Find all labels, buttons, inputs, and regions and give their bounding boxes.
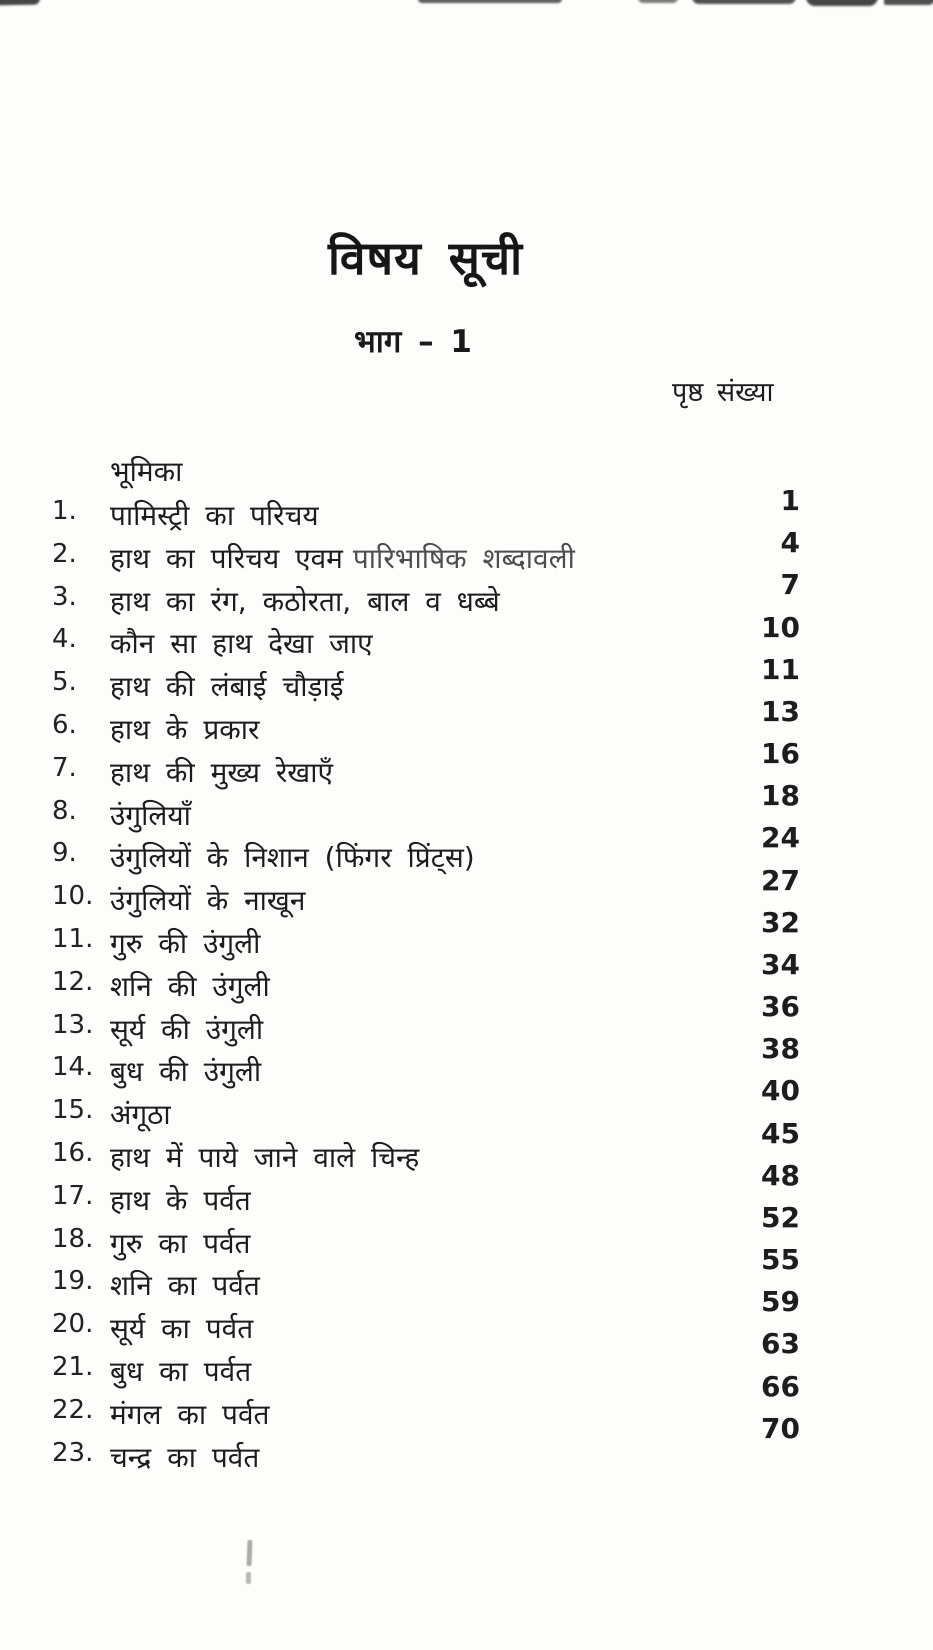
toc-item-page: 11	[761, 652, 800, 686]
toc-item-number: 2.	[52, 538, 77, 569]
toc-item-number: 9.	[52, 838, 77, 869]
toc-item-page: 70	[761, 1411, 800, 1445]
scan-artifact	[884, 0, 933, 5]
toc-item-number: 23.	[52, 1437, 94, 1468]
toc-item-title: गुरु का पर्वत	[110, 1226, 251, 1260]
toc-item	[52, 1138, 692, 1181]
toc-item	[52, 1266, 692, 1309]
toc-item-page: 55	[761, 1243, 800, 1277]
toc-item-title: चन्द्र का पर्वत	[110, 1440, 260, 1474]
toc-item	[52, 1395, 692, 1438]
toc-item-page: 52	[761, 1200, 800, 1234]
toc-item-number: 7.	[52, 752, 77, 783]
toc-item-number: 16.	[52, 1137, 94, 1168]
toc-item-title: सूर्य की उंगुली	[110, 1012, 264, 1046]
toc-item	[52, 667, 692, 710]
toc-item-title: पामिस्ट्री का परिचय	[110, 499, 319, 532]
page-title: विषय सूची	[328, 231, 523, 285]
toc-item-page: 16	[761, 737, 800, 771]
toc-item-title: शनि की उंगुली	[110, 969, 270, 1003]
toc-item	[52, 1095, 692, 1138]
scan-artifact	[692, 0, 796, 4]
toc-item	[52, 838, 692, 881]
toc-item	[52, 967, 692, 1010]
toc-item-title: गुरु की उंगुली	[110, 926, 261, 960]
table-of-contents	[52, 452, 692, 1480]
toc-item-title: उंगुलियों के निशान (फिंगर प्रिंट्स)	[110, 841, 475, 875]
toc-item-title: हाथ की लंबाई चौड़ाई	[110, 670, 344, 704]
toc-item-number: 18.	[52, 1223, 94, 1254]
toc-item	[52, 539, 692, 582]
toc-item-number: 5.	[52, 667, 77, 698]
toc-item-number: 19.	[52, 1266, 94, 1297]
toc-item-title: हाथ का रंग, कठोरता, बाल व धब्बे	[110, 584, 500, 618]
toc-item-number: 11.	[52, 923, 94, 954]
toc-item-number: 21.	[52, 1351, 94, 1382]
scan-artifact	[0, 0, 40, 5]
toc-item	[52, 881, 692, 924]
toc-item-title: हाथ के प्रकार	[110, 712, 260, 746]
toc-item	[52, 582, 692, 625]
scan-artifact	[246, 1572, 251, 1584]
toc-item-page: 27	[761, 863, 800, 897]
toc-item-page: 48	[761, 1158, 800, 1192]
toc-item-number: 20.	[52, 1309, 94, 1340]
toc-item-page: 63	[761, 1327, 800, 1361]
toc-item-page: 66	[761, 1369, 800, 1403]
toc-item-title: हाथ में पाये जाने वाले चिन्ह	[110, 1140, 420, 1174]
scan-artifact	[806, 0, 878, 6]
page-number-column	[761, 484, 800, 1454]
toc-item	[52, 1010, 692, 1053]
toc-item	[52, 1181, 692, 1224]
toc-item-page: 38	[761, 1032, 800, 1066]
toc-item-title: हाथ का परिचय एवम	[110, 541, 343, 575]
toc-item-number: 4.	[52, 624, 77, 655]
toc-item-number: 8.	[52, 795, 77, 826]
scan-artifact	[638, 0, 678, 3]
toc-item-number: 22.	[52, 1394, 94, 1425]
scan-artifact	[418, 0, 562, 3]
toc-item-number: 12.	[52, 966, 94, 997]
toc-item	[52, 1438, 692, 1481]
part-heading: भाग – 1	[354, 324, 472, 360]
toc-item-page: 36	[761, 990, 800, 1024]
toc-item-page: 13	[761, 694, 800, 728]
toc-item-title: बुध का पर्वत	[110, 1354, 252, 1388]
toc-item-number: 1.	[52, 496, 77, 526]
toc-item-number: 3.	[52, 581, 77, 612]
toc-item	[52, 496, 692, 539]
toc-item-page: 18	[761, 779, 800, 813]
toc-item	[52, 1052, 692, 1095]
toc-item-number: 15.	[52, 1095, 94, 1126]
toc-item-title: शनि का पर्वत	[110, 1269, 260, 1303]
toc-item-number: 17.	[52, 1180, 94, 1211]
toc-item	[52, 796, 692, 839]
preface-label: भूमिका	[110, 455, 183, 488]
toc-item	[52, 1352, 692, 1395]
toc-item-page: 40	[761, 1074, 800, 1108]
toc-item	[52, 1309, 692, 1352]
toc-item-title: कौन सा हाथ देखा जाए	[110, 627, 373, 661]
toc-item-title: हाथ के पर्वत	[110, 1183, 251, 1217]
toc-item-title-light: पारिभाषिक शब्दावली	[352, 541, 575, 575]
toc-item-title: मंगल का पर्वत	[110, 1397, 270, 1431]
toc-item-number: 14.	[52, 1052, 94, 1083]
toc-item-number: 10.	[52, 881, 94, 912]
toc-item-page: 59	[761, 1285, 800, 1319]
toc-item-page: 24	[761, 821, 800, 855]
toc-item-page: 4	[780, 526, 800, 560]
toc-item-title: सूर्य का पर्वत	[110, 1312, 254, 1346]
toc-item-number: 6.	[52, 709, 77, 740]
toc-item-title: बुध की उंगुली	[110, 1055, 262, 1089]
toc-item	[52, 924, 692, 967]
toc-item-number: 13.	[52, 1009, 94, 1040]
toc-item	[52, 753, 692, 796]
scan-artifact	[247, 1540, 253, 1566]
toc-item-page: 10	[761, 610, 800, 644]
toc-item-title: हाथ की मुख्य रेखाएँ	[110, 755, 333, 789]
toc-item	[52, 1224, 692, 1267]
toc-item-page: 1	[780, 484, 800, 517]
toc-item-page: 45	[761, 1116, 800, 1150]
toc-item-page: 32	[761, 905, 800, 939]
toc-item	[52, 710, 692, 753]
toc-item	[52, 624, 692, 667]
toc-rows	[52, 496, 692, 1480]
toc-item-title: उंगुलियाँ	[110, 798, 191, 832]
toc-item-title: उंगुलियों के नाखून	[110, 884, 306, 918]
toc-item-page: 34	[761, 947, 800, 981]
page-number-column-header: पृष्ठ संख्या	[672, 377, 774, 408]
toc-item-title: अंगूठा	[110, 1098, 171, 1132]
toc-item-page: 7	[780, 568, 800, 602]
